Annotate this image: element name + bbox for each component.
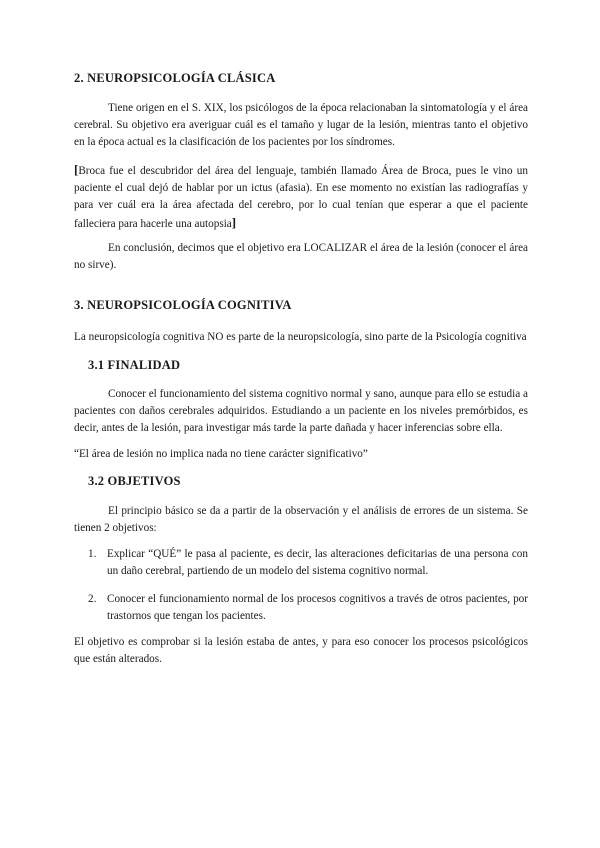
bracket-close: ] [231, 215, 237, 230]
list-text: Conocer el funcionamiento normal de los procesos cognitivos a través de otros pacientes, por trastornos que tengan los pacientes. [107, 593, 528, 622]
section-heading-neuropsicologia-cognitiva: 3. NEUROPSICOLOGÍA COGNITIVA [74, 298, 292, 312]
paragraph-origen: Tiene origen en el S. XIX, los psicólogos de la época relacionaban la sintomatología y el área cerebral. Su objetivo era averiguar cuál es el tamaño y lugar de la lesión, mientras tanto el objetivo en la época actual es la clasificación de los pacientes por los síndromes. [74, 102, 528, 148]
subsection-heading-finalidad: 3.1 FINALIDAD [88, 358, 181, 372]
list-number: 1. [88, 548, 97, 560]
section-heading-neuropsicologia-clasica: 2. NEUROPSICOLOGÍA CLÁSICA [74, 71, 276, 85]
paragraph-finalidad: Conocer el funcionamiento del sistema cognitivo normal y sano, aunque para ello se estudia a pacientes con daños cerebrales adquiridos. Estudiando a un paciente en los niveles premórbidos, es decir, antes de la lesión, para investigar más tarde la parte dañada y hacer inferencias sobre ella. [74, 388, 528, 434]
paragraph-objetivos: El principio básico se da a partir de la observación y el análisis de errores de un sistema. Se tienen 2 objetivos: [74, 505, 528, 534]
paragraph-broca [74, 161, 528, 233]
list-text: Explicar “QUÉ” le pasa al paciente, es decir, las alteraciones deficitarias de una persona con un daño cerebral, partiendo de un modelo del sistema cognitivo normal. [107, 548, 528, 577]
paragraph-closing: El objetivo es comprobar si la lesión estaba de antes, y para eso conocer los procesos psicológicos que están alterados. [74, 636, 528, 665]
bracket-open: [ [74, 162, 79, 177]
list-item-objetivo-1 [88, 546, 528, 580]
paragraph-conclusion: En conclusión, decimos que el objetivo era LOCALIZAR el área de la lesión (conocer el área no sirve). [74, 242, 528, 271]
paragraph-broca-text: Broca fue el descubridor del área del lenguaje, también llamado Área de Broca, pues le vino un paciente el cual dejó de hablar por un ictus (afasia). En ese momento no existían las radiografías y para ver cuál era la área afectada del cerebro, por lo cual tenían que esperar a que el paciente falleciera para hacerle una autopsia [74, 165, 528, 230]
subsection-heading-objetivos: 3.2 OBJETIVOS [88, 474, 181, 488]
quote-area-lesion: “El área de lesión no implica nada no tiene carácter significativo” [74, 448, 368, 460]
list-number: 2. [88, 593, 97, 605]
paragraph-intro-cognitiva: La neuropsicología cognitiva NO es parte de la neuropsicología, sino parte de la Psicología cognitiva [74, 331, 527, 343]
list-item-objetivo-2 [88, 591, 528, 625]
